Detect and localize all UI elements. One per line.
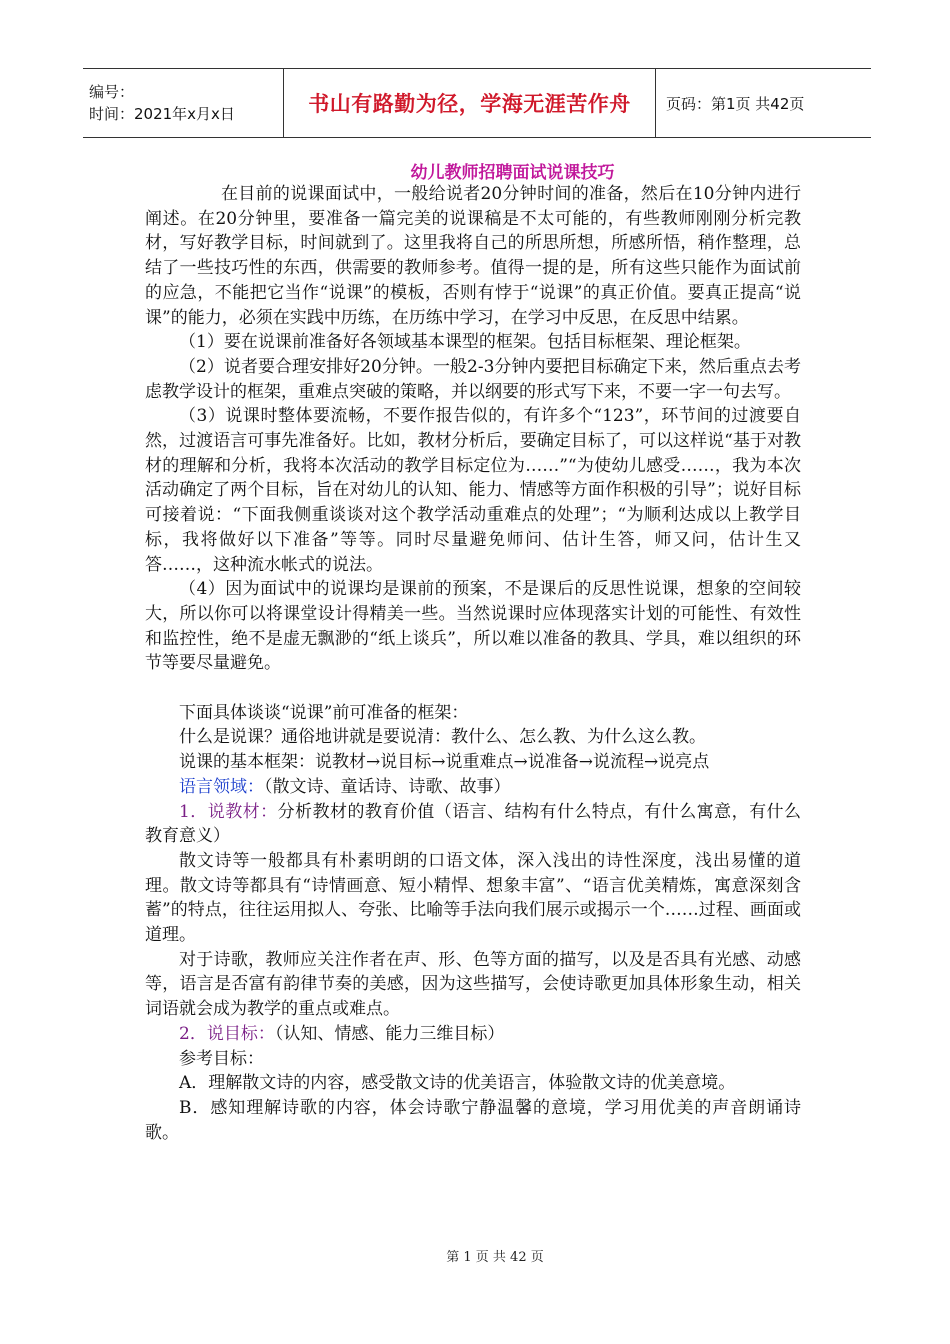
section-1-para-1: 散文诗等一般都具有朴素明朗的口语文体，深入浅出的诗性深度，浅出易懂的道理。散文诗等都具有“诗情画意、短小精悍、想象丰富”、“语言优美精炼，寓意深刻含蓄”的特点，往往运用拟人、夸张、比喻等手法向我们展示或揭示一个……过程、画面或道理。	[145, 850, 801, 946]
section-2-goal-b: B．感知理解诗歌的内容，体会诗歌宁静温馨的意境，学习用优美的声音朗诵诗歌。	[145, 1098, 801, 1143]
page-footer: 第 1 页 共 42 页	[446, 1250, 544, 1265]
time-label: 时间：2021年x月x日	[89, 105, 235, 123]
section-2-label: 2．说目标：	[179, 1023, 275, 1044]
language-label: 语言领域：	[179, 776, 264, 797]
header-motto: 书山有路勤为径，学海无涯苦作舟	[283, 69, 656, 137]
section-2-heading	[145, 1022, 801, 1047]
section-1-heading	[145, 800, 801, 849]
section-2-goal-a: A．理解散文诗的内容，感受散文诗的优美语言，体验散文诗的优美意境。	[179, 1073, 736, 1094]
point-2: （2）说者要合理安排好20分钟。一般2-3分钟内要把目标确定下来，然后重点去考虑教学设计的框架，重难点突破的策略，并以纲要的形式写下来，不要一字一句去写。	[145, 356, 801, 402]
language-text: （散文诗、童话诗、诗歌、故事）	[264, 776, 511, 797]
code-label: 编号：	[89, 83, 135, 101]
language-domain	[145, 775, 801, 800]
header-table	[83, 68, 871, 138]
intro-paragraph: 在目前的说课面试中，一般给说者20分钟时间的准备，然后在10分钟内进行阐述。在20分钟里，要准备一篇完美的说课稿是不太可能的，有些教师刚刚分析完教材，写好教学目标，时间就到了。这里我将自己的所思所想，所感所悟，稍作整理，总结了一些技巧性的东西，供需要的教师参考。值得一提的是，所有这些只能作为面试前的应急，不能把它当作“说课”的模板，否则有悖于“说课”的真正价值。要真正提高“说课”的能力，必须在实践中历练，在历练中学习，在学习中反思，在反思中结累。	[145, 184, 801, 328]
framework-what: 什么是说课？通俗地讲就是要说清：教什么、怎么教、为什么这么教。	[179, 727, 706, 748]
document-title: 幼儿教师招聘面试说课技巧	[410, 163, 615, 183]
section-1-text: 分析教材的教育价值（语言、结构有什么特点，有什么寓意，有什么教育意义）	[145, 801, 801, 847]
section-2-ref: 参考目标：	[179, 1048, 264, 1069]
header-meta	[83, 69, 283, 137]
point-3: （3）说课时整体要流畅，不要作报告似的，有许多个“123”，环节间的过渡要自然，过渡语言可事先准备好。比如，教材分析后，要确定目标了，可以这样说“基于对教材的理解和分析，我将本次活动的教学目标定位为……”“为使幼儿感受……，我为本次活动确定了两个目标，旨在对幼儿的认知、能力、情感等方面作积极的引导”；说好目标可接着说：“下面我侧重谈谈对这个教学活动重难点的处理”；“为顺利达成以上教学目标，我将做好以下准备”等等。同时尽量避免师问、估计生答，师又问，估计生又答……，这种流水帐式的说法。	[145, 406, 801, 575]
blank-line	[145, 676, 801, 701]
framework-intro: 下面具体谈谈“说课”前可准备的框架：	[179, 702, 469, 723]
point-1: （1）要在说课前准备好各领域基本课型的框架。包括目标框架、理论框架。	[179, 332, 751, 353]
section-1-label: 1．说教材：	[179, 801, 278, 822]
header-page-info: 页码：第1页 共42页	[666, 94, 805, 113]
document-body	[145, 182, 801, 1145]
framework-basic: 说课的基本框架：说教材→说目标→说重难点→说准备→说流程→说亮点	[179, 752, 710, 773]
section-1-para-2: 对于诗歌，教师应关注作者在声、形、色等方面的描写，以及是否具有光感、动感等，语言是否富有韵律节奏的美感，因为这些描写，会使诗歌更加具体形象生动，相关词语就会成为教学的重点或难点。	[145, 949, 801, 1020]
section-2-text: （认知、情感、能力三维目标）	[274, 1023, 505, 1044]
point-4: （4）因为面试中的说课均是课前的预案，不是课后的反思性说课，想象的空间较大，所以你可以将课堂设计得精美一些。当然说课时应体现落实计划的可能性、有效性和监控性，绝不是虚无飘渺的“纸上谈兵”，所以难以准备的教具、学具，难以组织的环节等要尽量避免。	[145, 579, 801, 674]
